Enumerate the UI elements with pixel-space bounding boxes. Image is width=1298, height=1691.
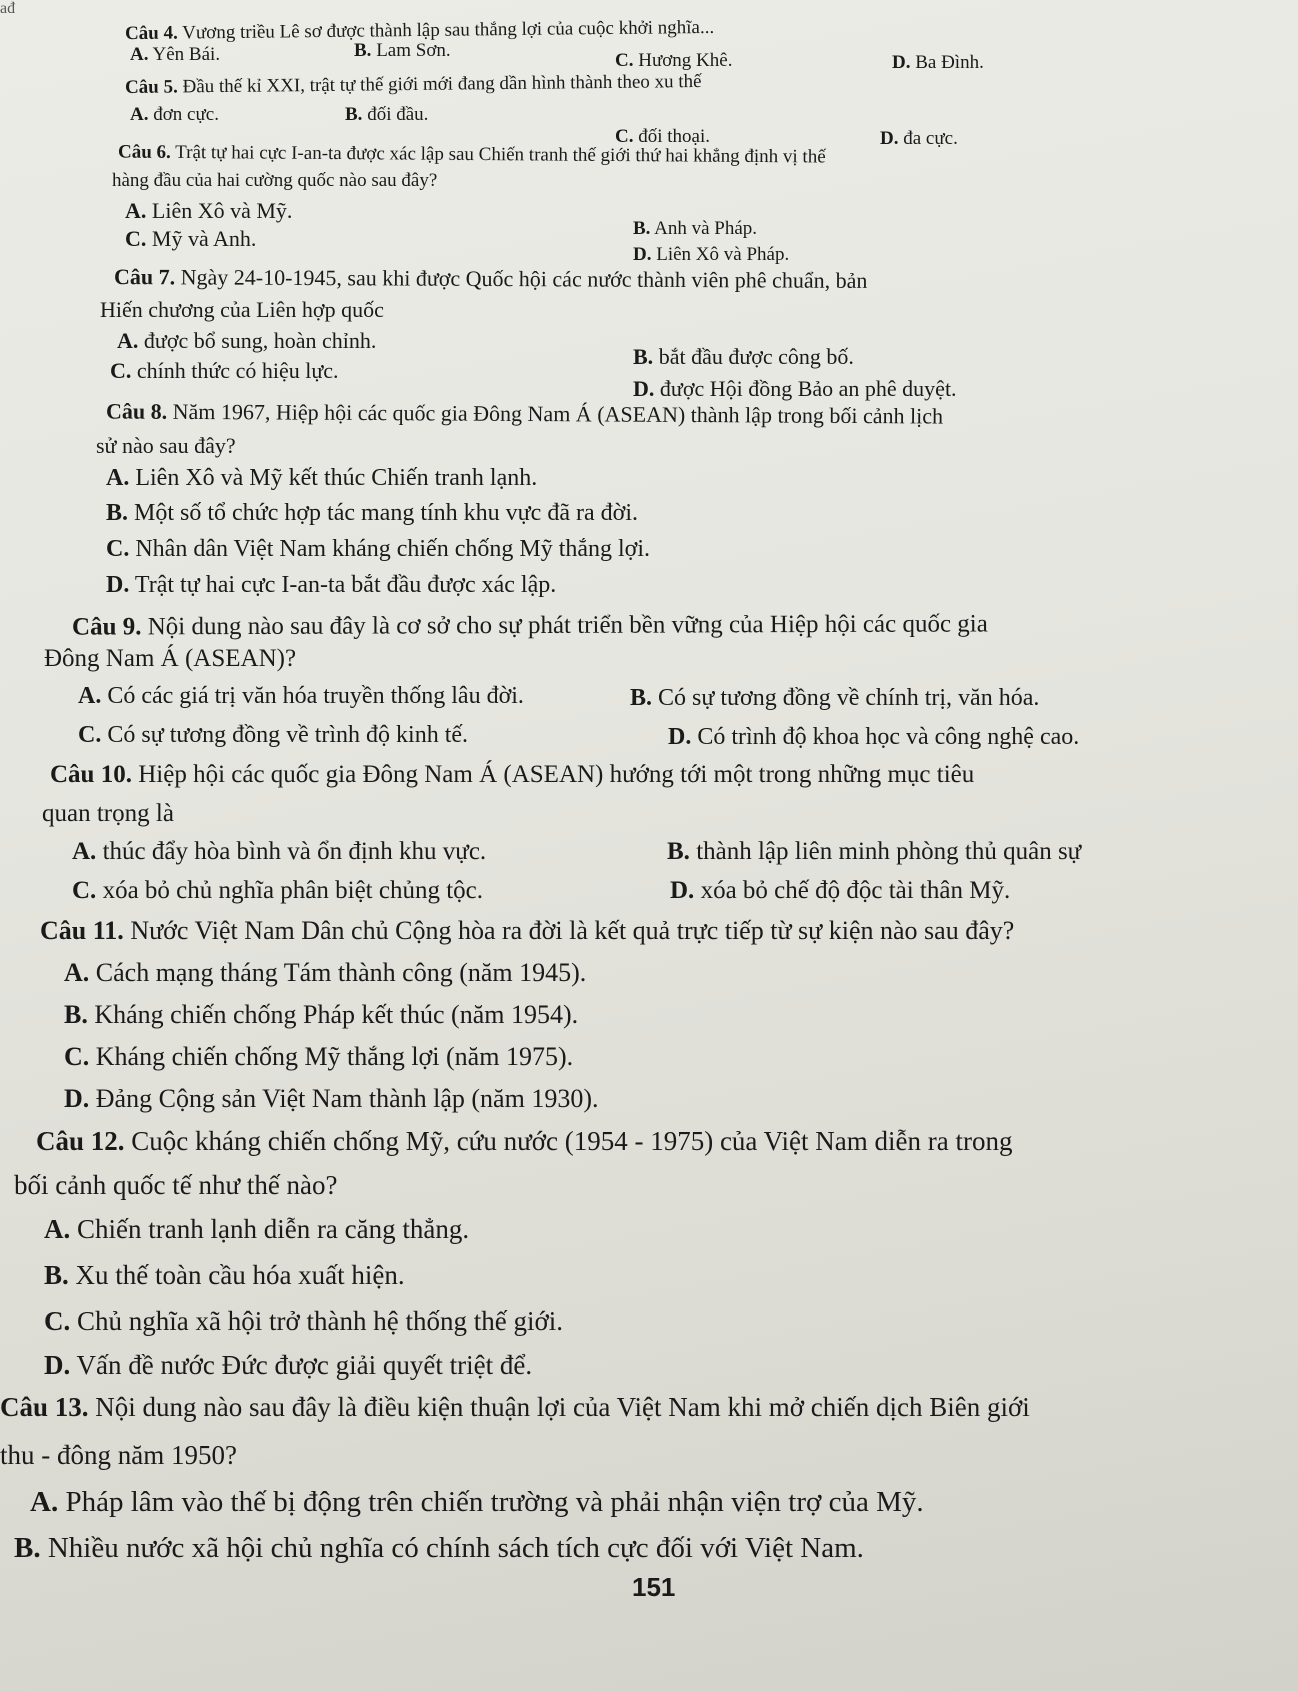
question-12-option-d: D. Vấn đề nước Đức được giải quyết triệt để. — [44, 1350, 533, 1380]
question-6-option-a: A. Liên Xô và Mỹ. — [125, 198, 293, 223]
question-6-option-d: D. Liên Xô và Pháp. — [633, 244, 790, 265]
question-8-option-b: B. Một số tổ chức hợp tác mang tính khu vực đã ra đời. — [106, 500, 638, 526]
question-5-option-b: B. đối đầu. — [345, 104, 429, 125]
question-11-option-b: B. Kháng chiến chống Pháp kết thúc (năm 1954). — [64, 1000, 579, 1029]
question-8-line-1: Câu 8. Năm 1967, Hiệp hội các quốc gia Đông Nam Á (ASEAN) thành lập trong bối cảnh lịch — [105, 398, 944, 429]
question-9-line-2: Đông Nam Á (ASEAN)? — [44, 645, 297, 672]
question-6-option-b: B. Anh và Pháp. — [633, 218, 758, 239]
question-7-line-2: Hiến chương của Liên hợp quốc — [100, 297, 384, 322]
question-4-option-a: A. Yên Bái. — [130, 44, 221, 65]
corner-mark: ađ — [0, 0, 16, 17]
question-8-option-c: C. Nhân dân Việt Nam kháng chiến chống Mỹ thắng lợi. — [106, 536, 651, 562]
question-7-option-a: A. được bổ sung, hoàn chỉnh. — [117, 328, 377, 353]
question-10-option-d: D. xóa bỏ chế độ độc tài thân Mỹ. — [670, 877, 1011, 904]
question-7-line-1: Câu 7. Ngày 24-10-1945, sau khi được Quốc hội các nước thành viên phê chuẩn, bản — [113, 264, 868, 293]
page-number: 151 — [632, 1572, 676, 1602]
question-5-option-d: D. đa cực. — [880, 128, 958, 149]
question-13-option-b: B. Nhiều nước xã hội chủ nghĩa có chính sách tích cực đối với Việt Nam. — [14, 1532, 864, 1564]
question-7-option-c: C. chính thức có hiệu lực. — [110, 358, 339, 383]
question-9-line-1: Câu 9. Nội dung nào sau đây là cơ sở cho sự phát triển bền vững của Hiệp hội các quốc gia — [71, 610, 988, 641]
question-11-option-c: C. Kháng chiến chống Mỹ thắng lợi (năm 1975). — [64, 1042, 574, 1071]
question-13-line-1: Câu 13. Nội dung nào sau đây là điều kiện thuận lợi của Việt Nam khi mở chiến dịch Biên giới — [0, 1392, 1030, 1422]
question-8-line-2: sử nào sau đây? — [96, 433, 236, 458]
question-5-text: Câu 5. Đầu thế kỉ XXI, trật tự thế giới mới đang dần hình thành theo xu thế — [124, 70, 702, 99]
question-7-option-d: D. được Hội đồng Bảo an phê duyệt. — [633, 376, 957, 401]
question-9-option-b: B. Có sự tương đồng về chính trị, văn hóa. — [630, 685, 1040, 711]
question-4-option-b: B. Lam Sơn. — [354, 40, 451, 61]
question-4-option-d: D. Ba Đình. — [892, 52, 984, 73]
question-13-option-a: A. Pháp lâm vào thế bị động trên chiến trường và phải nhận viện trợ của Mỹ. — [30, 1486, 924, 1518]
question-6-line-2: hàng đầu của hai cường quốc nào sau đây? — [112, 170, 438, 191]
question-12-option-a: A. Chiến tranh lạnh diễn ra căng thẳng. — [44, 1214, 470, 1244]
question-9-option-a: A. Có các giá trị văn hóa truyền thống lâu đời. — [78, 683, 524, 709]
question-5-option-a: A. đơn cực. — [130, 104, 219, 125]
question-10-line-2: quan trọng là — [42, 800, 174, 827]
question-10-option-b: B. thành lập liên minh phòng thủ quân sự — [667, 838, 1082, 865]
question-12-line-2: bối cảnh quốc tế như thế nào? — [14, 1170, 338, 1200]
question-9-option-c: C. Có sự tương đồng về trình độ kinh tế. — [78, 722, 469, 748]
question-10-line-1: Câu 10. Hiệp hội các quốc gia Đông Nam Á (ASEAN) hướng tới một trong những mục tiêu — [50, 761, 975, 788]
question-11-option-d: D. Đảng Cộng sản Việt Nam thành lập (năm 1930). — [64, 1084, 599, 1113]
question-8-option-a: A. Liên Xô và Mỹ kết thúc Chiến tranh lạnh. — [106, 465, 538, 491]
question-10-option-c: C. xóa bỏ chủ nghĩa phân biệt chủng tộc. — [72, 877, 484, 904]
question-12-option-c: C. Chủ nghĩa xã hội trở thành hệ thống thế giới. — [44, 1306, 563, 1336]
question-4-option-c: C. Hương Khê. — [615, 50, 733, 71]
question-4-text: Câu 4. Vương triều Lê sơ được thành lập sau thắng lợi của cuộc khởi nghĩa... — [124, 16, 715, 45]
question-11-text: Câu 11. Nước Việt Nam Dân chủ Cộng hòa ra đời là kết quả trực tiếp từ sự kiện nào sau đây? — [40, 916, 1015, 945]
question-11-option-a: A. Cách mạng tháng Tám thành công (năm 1945). — [64, 958, 587, 987]
question-13-line-2: thu - đông năm 1950? — [0, 1440, 237, 1470]
question-7-option-b: B. bắt đầu được công bố. — [633, 344, 854, 369]
question-9-option-d: D. Có trình độ khoa học và công nghệ cao. — [668, 724, 1080, 750]
question-6-option-c: C. Mỹ và Anh. — [125, 226, 257, 251]
question-10-option-a: A. thúc đẩy hòa bình và ổn định khu vực. — [72, 838, 487, 865]
question-8-option-d: D. Trật tự hai cực I-an-ta bắt đầu được xác lập. — [106, 572, 557, 598]
question-12-line-1: Câu 12. Cuộc kháng chiến chống Mỹ, cứu nước (1954 - 1975) của Việt Nam diễn ra trong — [36, 1126, 1013, 1156]
question-5-option-c: C. đối thoại. — [615, 126, 711, 147]
question-12-option-b: B. Xu thế toàn cầu hóa xuất hiện. — [44, 1260, 405, 1290]
question-6-line-1: Câu 6. Trật tự hai cực I-an-ta được xác lập sau Chiến tranh thế giới thứ hai khẳng định vị thế — [117, 141, 826, 168]
